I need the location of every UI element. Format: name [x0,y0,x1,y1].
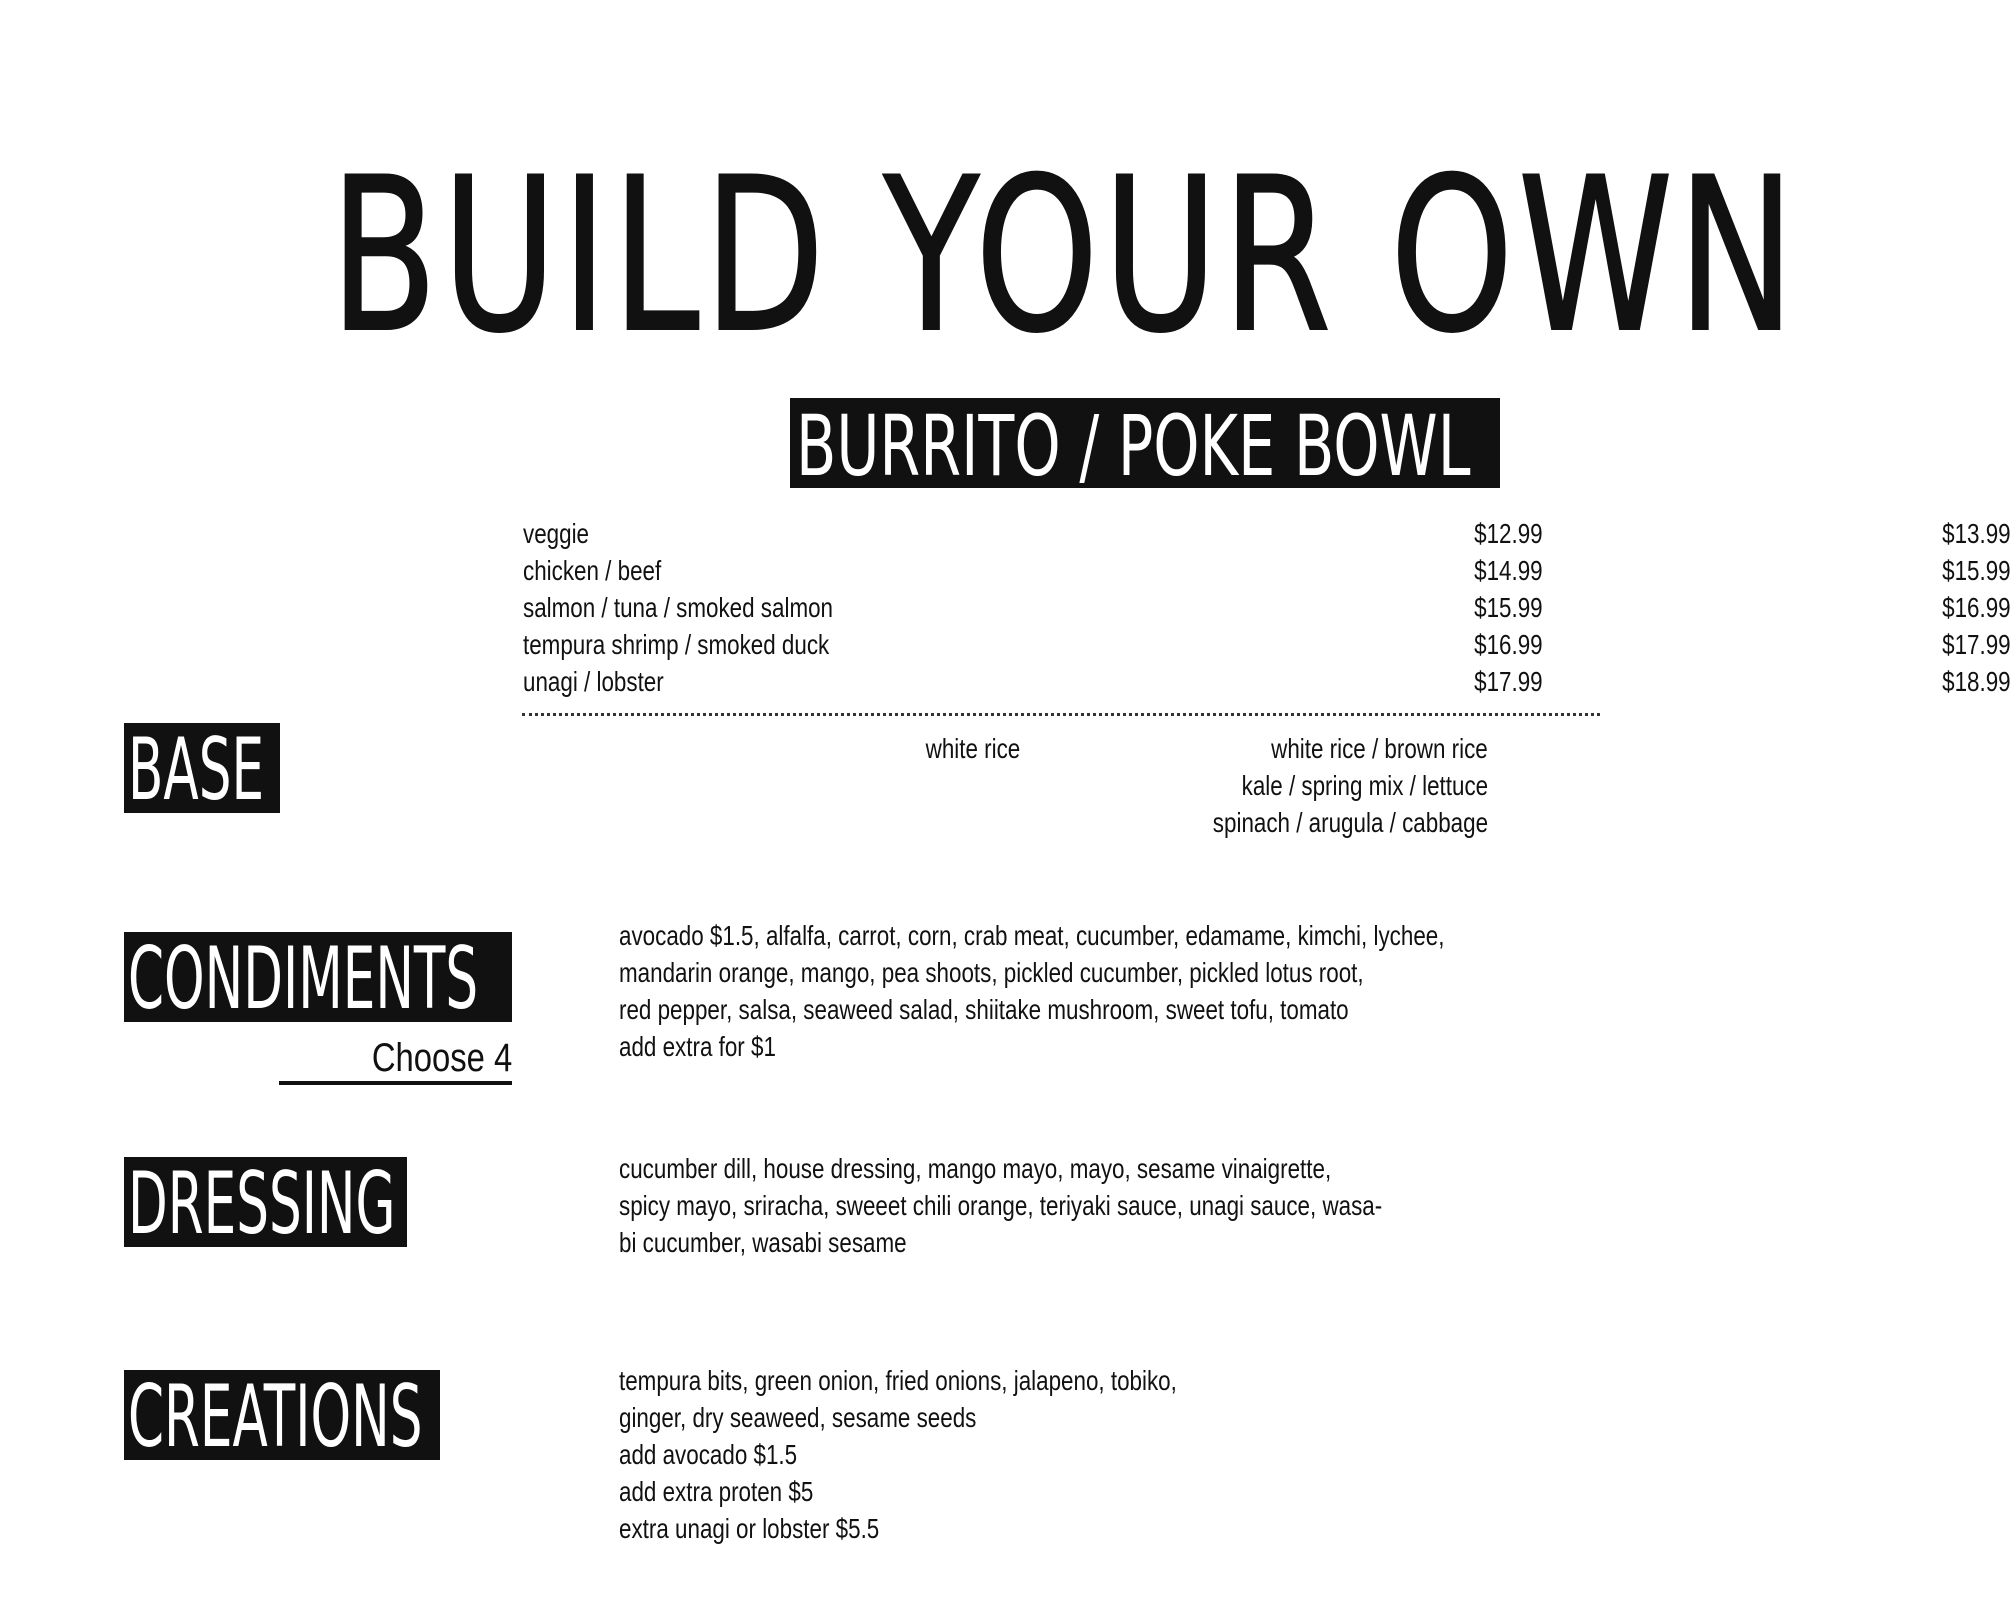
list-line: add extra proten $5 [619,1476,814,1507]
subtitle-text: BURRITO / POKE BOWL [796,397,1471,495]
burrito-price: $16.99 [1474,629,1543,660]
list-line: spicy mayo, sriracha, sweeet chili orange, teriyaki sauce, unagi sauce, wasa- [619,1190,1383,1221]
price-row [523,663,2011,700]
list-line: bi cucumber, wasabi sesame [619,1227,907,1258]
bowl-price: $17.99 [1942,629,2011,660]
section-heading-dressing [124,1154,407,1254]
protein-name: veggie [523,518,590,549]
base-option: spinach / arugula / cabbage [1212,807,1488,838]
section-heading-text: BASE [128,720,265,820]
creations-list [619,1362,1316,1547]
protein-name: tempura shrimp / smoked duck [523,629,830,660]
choose-note: Choose 4 [371,1036,512,1080]
protein-name: chicken / beef [523,555,662,586]
list-line: tempura bits, green onion, fried onions, jalapeno, tobiko, [619,1365,1177,1396]
list-line: cucumber dill, house dressing, mango mayo, mayo, sesame vinaigrette, [619,1153,1332,1184]
dotted-divider [522,713,1600,716]
list-line: add extra for $1 [619,1031,776,1062]
base-bowl-options [1088,730,1488,841]
subtitle-banner [790,397,1500,495]
bowl-price: $18.99 [1942,666,2011,697]
list-line: mandarin orange, mango, pea shoots, pickled cucumber, pickled lotus root, [619,957,1364,988]
base-option: white rice [925,733,1020,764]
base-option: white rice / brown rice [1271,733,1488,764]
bowl-price: $13.99 [1942,518,2011,549]
bowl-price: $16.99 [1942,592,2011,623]
burrito-price: $15.99 [1474,592,1543,623]
section-heading-base [124,720,280,820]
page-title: BUILD YOUR OWN [330,132,1800,379]
section-heading-condiments [124,929,512,1029]
note-underline [279,1081,512,1085]
burrito-price: $14.99 [1474,555,1543,586]
list-line: avocado $1.5, alfalfa, carrot, corn, crab meat, cucumber, edamame, kimchi, lychee, [619,920,1445,951]
protein-name: unagi / lobster [523,666,664,697]
burrito-price: $12.99 [1474,518,1543,549]
protein-name: salmon / tuna / smoked salmon [523,592,834,623]
list-line: red pepper, salsa, seaweed salad, shiitake mushroom, sweet tofu, tomato [619,994,1349,1025]
list-line: add avocado $1.5 [619,1439,798,1470]
burrito-price: $17.99 [1474,666,1543,697]
price-table [523,515,2011,700]
price-row [523,589,2011,626]
price-row [523,626,2011,663]
dressing-list [619,1150,1573,1261]
bowl-price: $15.99 [1942,555,2011,586]
list-line: extra unagi or lobster $5.5 [619,1513,880,1544]
price-row [523,552,2011,589]
condiments-list [619,917,1651,1065]
list-line: ginger, dry seaweed, sesame seeds [619,1402,977,1433]
section-heading-text: CONDIMENTS [128,929,479,1029]
section-heading-text: DRESSING [128,1154,396,1254]
price-row [523,515,2011,552]
section-heading-creations [124,1367,440,1467]
section-heading-text: CREATIONS [128,1367,423,1467]
base-burrito-options [820,730,1020,767]
base-option: kale / spring mix / lettuce [1241,770,1488,801]
